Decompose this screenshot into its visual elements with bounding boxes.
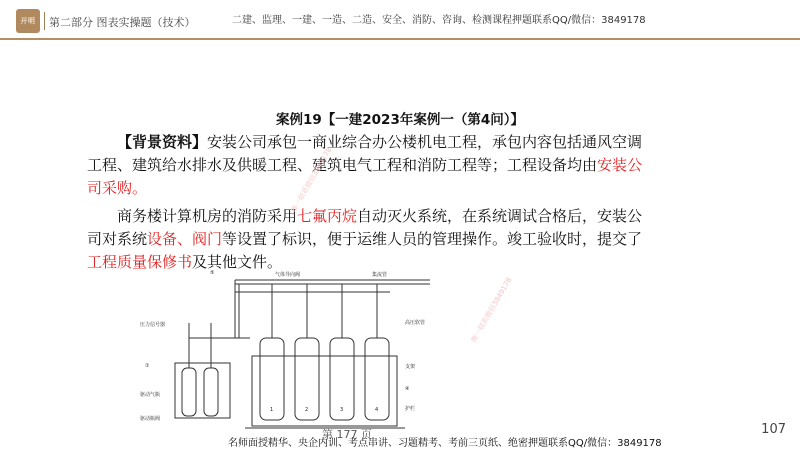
- label-pilot-valve: 驱动瓶阀: [140, 416, 161, 422]
- page-label: 第 177 页: [322, 428, 372, 441]
- para2-text-4: 及其他文件。: [192, 253, 283, 271]
- para2-text-2: 自动灭火系统，在系统调试合格后，安装公司对系统: [87, 207, 643, 248]
- watermark: 唯一联系微信3849178: [289, 146, 334, 214]
- background-text: 安装公司承包一商业综合办公楼机电工程，承包内容包括通风空调工程、建筑给水排水及供暖工程、建筑电气工程和消防工程等；工程设备均由: [87, 133, 643, 174]
- label-support: 支架: [405, 364, 416, 370]
- label-circle1: ①: [145, 363, 150, 369]
- label-circle5: ⑤: [210, 270, 215, 276]
- header-divider: [44, 12, 45, 30]
- watermark: 唯一联系微信3849178: [469, 276, 514, 344]
- cylinder-number: 4: [375, 407, 379, 413]
- pilot-cylinder: [204, 368, 218, 416]
- background-highlight: 安装公司采购。: [87, 156, 643, 197]
- header-contact: 二建、监理、一建、一造、二造、安全、消防、咨询、检测课程押题联系QQ/微信：3849178: [232, 15, 646, 26]
- background-paragraph: [87, 131, 647, 200]
- cylinder-number: 2: [305, 407, 309, 413]
- label-pilot-cylinder: 驱动气瓶: [140, 392, 161, 398]
- pilot-cylinder: [182, 368, 196, 416]
- fire-system-paragraph: [87, 205, 647, 274]
- header-rule: [0, 38, 800, 40]
- label-guard: 护栏: [405, 406, 416, 412]
- pilot-rack: [175, 363, 230, 418]
- para2-highlight-2: 设备、阀门: [147, 230, 223, 248]
- fire-suppression-diagram: [140, 268, 440, 438]
- para2-highlight-3: 工程质量保修书: [87, 253, 193, 271]
- label-pressure-signal: 压力信号器: [140, 322, 166, 328]
- logo: 开明: [16, 9, 40, 33]
- cylinder-rack: [252, 356, 397, 426]
- cylinder-number: 3: [340, 407, 344, 413]
- para2-highlight-1: 七氟丙烷: [297, 207, 358, 225]
- background-label: 【背景资料】: [117, 133, 208, 151]
- label-circle4: ④: [405, 386, 410, 392]
- para2-text-1: 商务楼计算机房的消防采用: [117, 207, 298, 225]
- label-collect-pipe: 集流管: [372, 272, 388, 278]
- para2-text-3: 等设置了标识，便于运维人员的管理操作。竣工验收时，提交了: [222, 230, 643, 248]
- section-title: 第二部分 图表实操题（技术）: [49, 16, 196, 29]
- case-title: 案例19【一建2023年案例一（第4问）】: [275, 112, 524, 128]
- cylinder-number: 1: [270, 407, 274, 413]
- footer-contact: 名师面授精华、央企内训、考点串讲、习题精考、考前三页纸、绝密押题联系QQ/微信：3849178: [228, 438, 662, 449]
- label-hp-hose: 高压软管: [405, 320, 426, 326]
- page-number: 107: [761, 422, 786, 437]
- label-gas-pipe: 气体导向阀: [275, 272, 301, 278]
